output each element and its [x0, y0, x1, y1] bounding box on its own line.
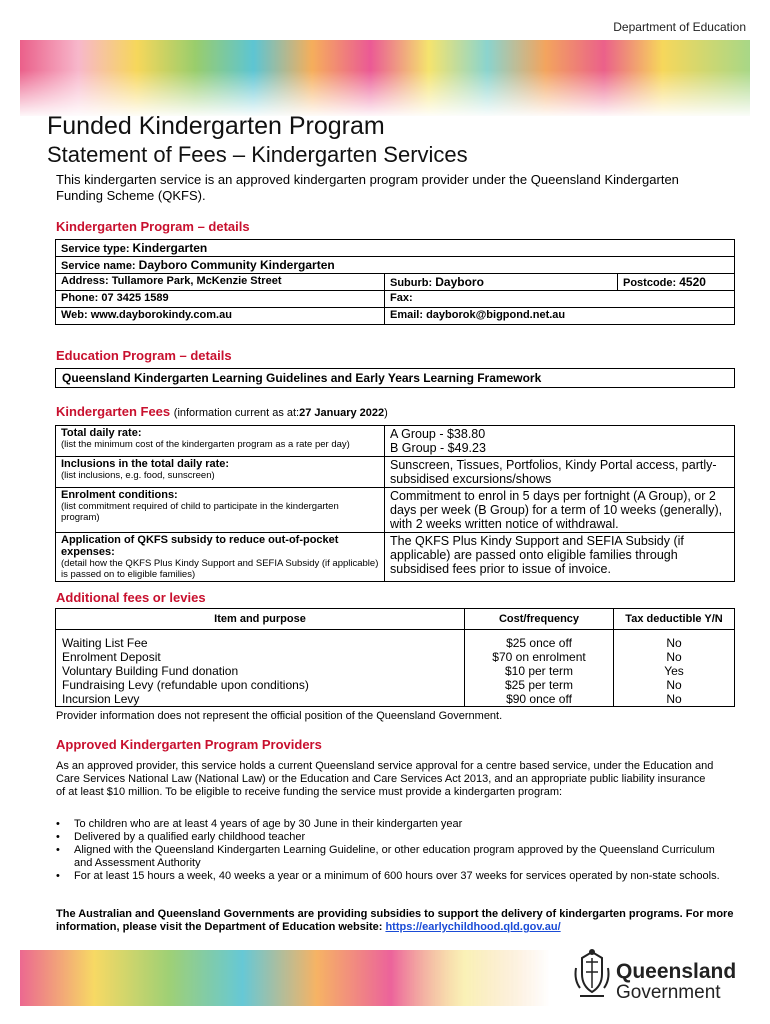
fee-item: Incursion Levy [56, 692, 465, 707]
fees-value-cell [385, 426, 735, 457]
web-cell: Web: www.dayborokindy.com.au [56, 308, 385, 325]
table-row [56, 678, 735, 692]
fees-heading [56, 404, 388, 419]
postcode-value: 4520 [679, 275, 706, 289]
fee-hint: (list inclusions, e.g. food, sunscreen) [61, 470, 215, 481]
program-details-heading: Kindergarten Program – details [56, 219, 250, 234]
fee-item: Voluntary Building Fund donation [56, 664, 465, 678]
column-header-tax: Tax deductible Y/N [614, 609, 735, 630]
education-website-link[interactable]: https://earlychildhood.qld.gov.au/ [385, 921, 561, 933]
providers-heading: Approved Kindergarten Program Providers [56, 737, 322, 752]
column-header-item: Item and purpose [56, 609, 465, 630]
fee-item: Fundraising Levy (refundable upon conditions) [56, 678, 465, 692]
service-name-label: Service name: [61, 260, 136, 272]
header-banner [20, 40, 750, 116]
list-item-text: To children who are at least 4 years of age by 30 June in their kindergarten year [74, 818, 463, 830]
closing-text: The Australian and Queensland Governments are providing subsidies to support the delivery of kindergarten programs. For more information, please visit the Department of Education website: [56, 908, 734, 933]
fee-tax: No [614, 678, 735, 692]
fees-label-cell [56, 488, 385, 533]
table-row [56, 664, 735, 678]
education-details-table [55, 368, 735, 388]
fee-cost: $10 per term [465, 664, 614, 678]
fee-tax: No [614, 630, 735, 651]
list-item-text: Aligned with the Queensland Kindergarten Learning Guideline, or other education program approved by the Queensland Curriculum and Assessment Authority [74, 844, 715, 869]
suburb-label: Suburb: [390, 277, 433, 289]
service-type-row [56, 240, 735, 257]
table-row [56, 692, 735, 707]
department-label: Department of Education [613, 20, 746, 34]
bullet-icon: • [56, 870, 60, 882]
fees-info-date-value: 27 January 2022 [299, 407, 385, 419]
bullet-icon: • [56, 844, 60, 856]
providers-bullet-list [56, 818, 721, 883]
intro-text: This kindergarten service is an approved kindergarten program provider under the Queensland Kindergarten Funding Scheme (QKFS). [56, 172, 679, 203]
fee-cost: $90 once off [465, 692, 614, 707]
provider-note: Provider information does not represent the official position of the Queensland Government. [56, 710, 503, 722]
postcode-cell [618, 274, 735, 291]
fee-tax: Yes [614, 664, 735, 678]
list-item [56, 818, 721, 831]
closing-statement [56, 908, 736, 934]
fees-table [55, 425, 735, 582]
fees-label-cell [56, 533, 385, 582]
suburb-cell [385, 274, 618, 291]
service-name-value: Dayboro Community Kindergarten [138, 258, 335, 272]
service-type-label: Service type: [61, 243, 130, 255]
bullet-icon: • [56, 818, 60, 830]
fee-value-line: B Group - $49.23 [390, 441, 486, 455]
email-cell: Email: dayborok@bigpond.net.au [385, 308, 735, 325]
page-subtitle: Statement of Fees – Kindergarten Services [47, 142, 468, 167]
program-details-table [55, 239, 735, 325]
fee-label: Inclusions in the total daily rate: [61, 458, 230, 470]
footer-banner [20, 950, 550, 1006]
postcode-label: Postcode: [623, 277, 677, 289]
fax-cell: Fax: [385, 291, 735, 308]
fees-heading-text: Kindergarten Fees [56, 404, 171, 419]
fee-label: Enrolment conditions: [61, 489, 178, 501]
fee-cost: $25 per term [465, 678, 614, 692]
list-item-text: For at least 15 hours a week, 40 weeks a year or a minimum of 600 hours over 37 weeks for services operated by non-state schools. [74, 870, 720, 882]
education-program-cell: Queensland Kindergarten Learning Guidelines and Early Years Learning Framework [56, 369, 735, 388]
fee-hint: (list the minimum cost of the kindergarten program as a rate per day) [61, 439, 350, 450]
fee-cost: $25 once off [465, 630, 614, 651]
table-row [56, 650, 735, 664]
fee-value-line: A Group - $38.80 [390, 427, 486, 441]
fee-label: Application of QKFS subsidy to reduce out-of-pocket expenses: [61, 534, 339, 558]
bullet-icon: • [56, 831, 60, 843]
service-name-row [56, 257, 735, 274]
list-item [56, 831, 721, 844]
list-item [56, 870, 721, 883]
logo-word-government: Government [616, 982, 721, 1003]
fee-item: Waiting List Fee [56, 630, 465, 651]
fee-tax: No [614, 650, 735, 664]
list-item-text: Delivered by a qualified early childhood teacher [74, 831, 306, 843]
fees-info-suffix: ) [384, 407, 388, 419]
fees-value-cell: Sunscreen, Tissues, Portfolios, Kindy Portal access, partly-subsidised excursions/shows [385, 457, 735, 488]
fee-item: Enrolment Deposit [56, 650, 465, 664]
queensland-crest-icon [572, 948, 612, 1004]
address-cell: Address: Tullamore Park, McKenzie Street [56, 274, 385, 291]
suburb-value: Dayboro [435, 275, 484, 289]
table-row [56, 630, 735, 651]
fees-value-cell: Commitment to enrol in 5 days per fortnight (A Group), or 2 days per week (B Group) for a term of 10 weeks (generally), with 2 weeks written notice of withdrawal. [385, 488, 735, 533]
additional-fees-table [55, 608, 735, 707]
fee-hint: (detail how the QKFS Plus Kindy Support and SEFIA Subsidy (if applicable) is passed on to eligible families) [61, 558, 379, 580]
logo-word-queensland: Queensland [616, 960, 737, 983]
fees-label-cell [56, 457, 385, 488]
fees-info-date [174, 407, 388, 419]
fee-cost: $70 on enrolment [465, 650, 614, 664]
fee-hint: (list commitment required of child to participate in the kindergarten program) [61, 501, 339, 523]
fees-info-prefix: (information current as at: [173, 407, 300, 419]
fee-label: Total daily rate: [61, 427, 142, 439]
fees-value-cell: The QKFS Plus Kindy Support and SEFIA Subsidy (if applicable) are passed onto eligible families through subsidised fees prior to issue of invoice. [385, 533, 735, 582]
page-title: Funded Kindergarten Program [47, 112, 385, 140]
phone-cell: Phone: 07 3425 1589 [56, 291, 385, 308]
education-details-heading: Education Program – details [56, 348, 232, 363]
fees-label-cell [56, 426, 385, 457]
additional-fees-heading: Additional fees or levies [56, 590, 206, 605]
column-header-cost: Cost/frequency [465, 609, 614, 630]
fee-tax: No [614, 692, 735, 707]
providers-paragraph: As an approved provider, this service holds a current Queensland service approval for a centre based service, under the Education and Care Services National Law (National Law) or the Education and Care Services Act 2013, and an appropriate public liability insurance of at least $10 million. To be eligible to receive funding the service must provide a kindergarten program: [56, 760, 714, 798]
service-type-value: Kindergarten [132, 241, 208, 255]
list-item [56, 844, 721, 870]
